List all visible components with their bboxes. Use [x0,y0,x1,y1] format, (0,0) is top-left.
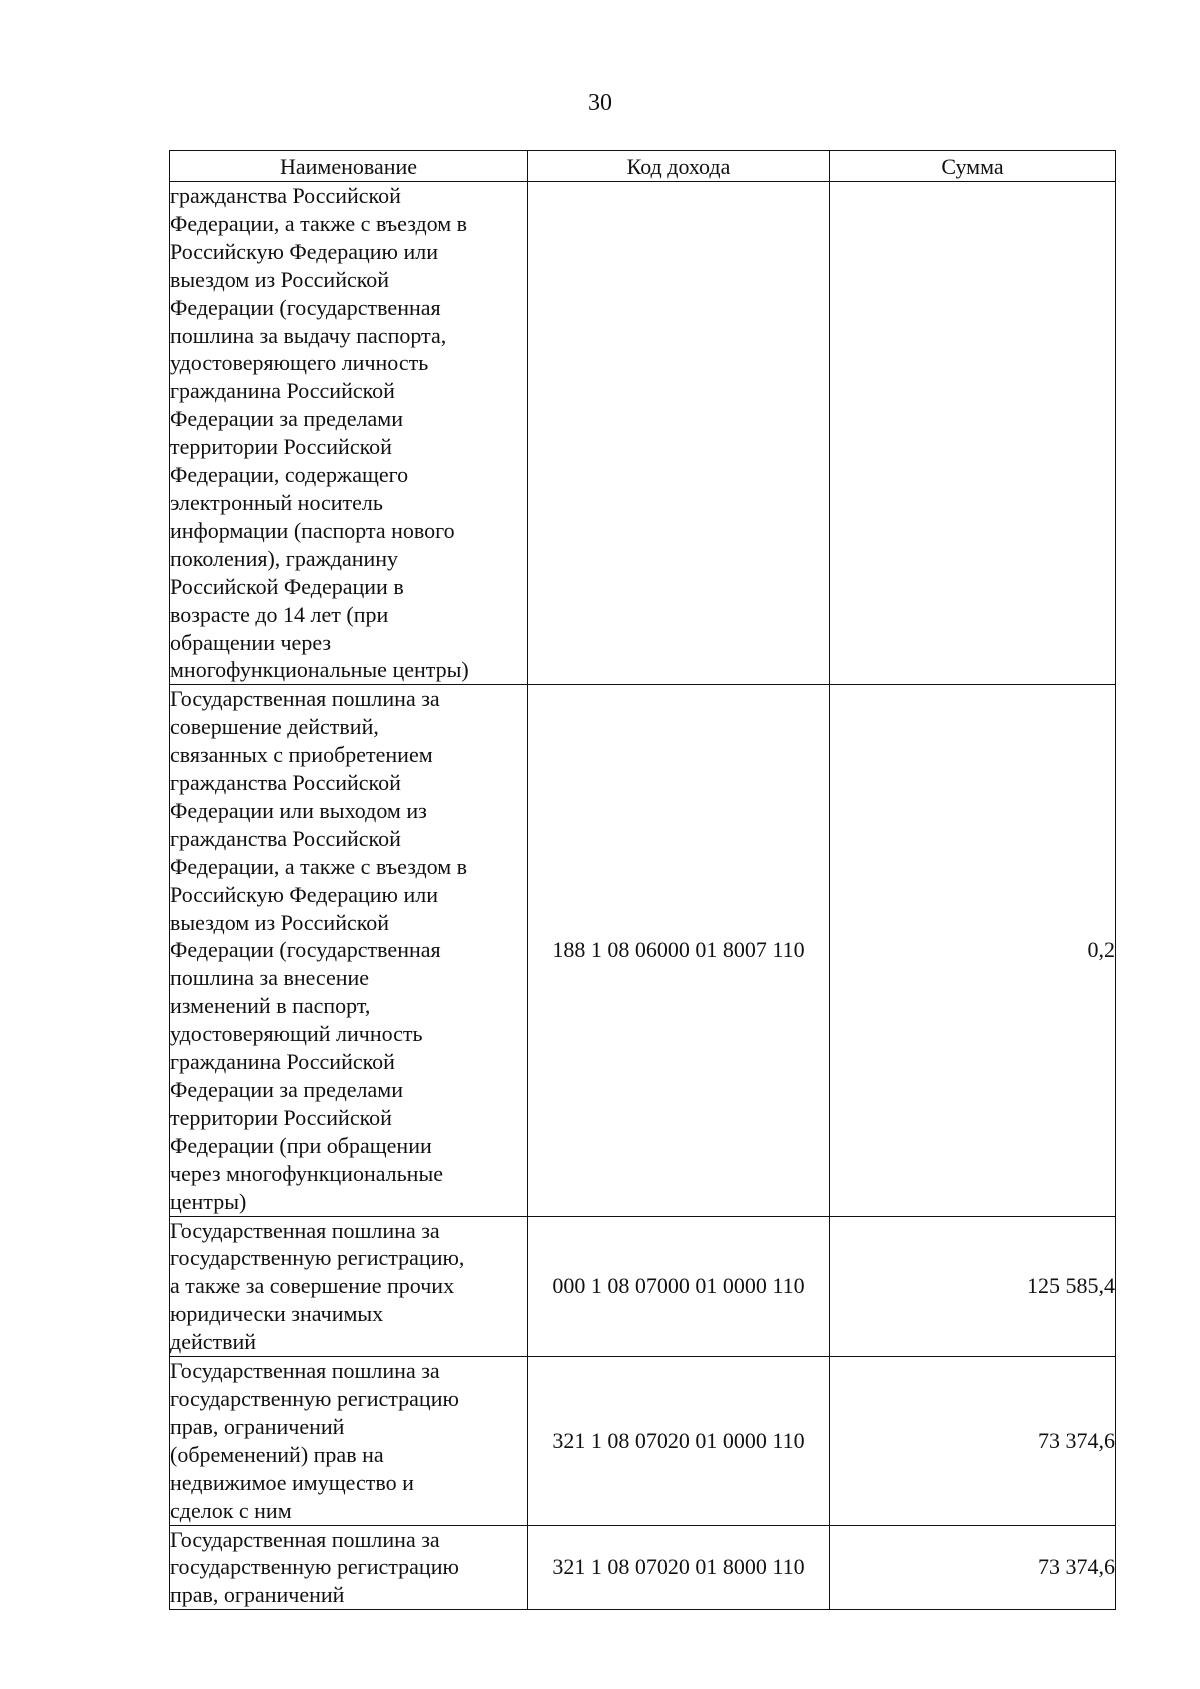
row-name-line: гражданства Российской [170,770,401,796]
row-name-line: Государственная пошлина за [170,1358,440,1384]
row-amount-cell [830,182,1116,685]
row-name-line: государственную регистрацию, [170,1245,465,1271]
row-name-line: недвижимое имущество и [170,1469,414,1495]
table-row [170,685,1116,1216]
row-name-line: связанных с приобретением [170,742,433,768]
row-name-line: удостоверяющий личность [170,1021,423,1047]
page-number: 30 [588,90,612,116]
row-name-line: юридически значимых [170,1301,384,1327]
row-name-line: Российскую Федерацию или [170,881,438,907]
row-name-line: совершение действий, [170,714,379,740]
row-name-line: информации (паспорта нового [170,517,455,543]
row-name-line: многофункциональные центры) [170,657,469,683]
row-name-line: а также за совершение прочих [170,1273,455,1299]
row-name-line: Государственная пошлина за [170,1526,440,1552]
row-name-line: Государственная пошлина за [170,1217,440,1243]
row-name-line: через многофункциональные [170,1160,444,1186]
row-name-line: Федерации, а также с въездом в [170,853,468,879]
row-name-line: Российскую Федерацию или [170,238,438,264]
row-name-line: гражданина Российской [170,378,395,404]
row-name-line: выездом из Российской [170,266,390,292]
row-code-cell: 188 1 08 06000 01 8007 110 [528,685,830,1216]
row-name-line: Федерации (при обращении [170,1132,432,1158]
row-name-cell [170,1216,528,1357]
table-row [170,1216,1116,1357]
row-name-cell [170,182,528,685]
row-amount-cell: 0,2 [830,685,1116,1216]
row-name-line: поколения), гражданину [170,545,399,571]
row-name-line: Федерации, а также с въездом в [170,210,468,236]
table-row [170,1525,1116,1610]
row-name-line: пошлина за выдачу паспорта, [170,322,447,348]
row-name-line: Федерации за пределами [170,406,403,432]
row-name-line: (обременений) прав на [170,1441,384,1467]
row-name-line: территории Российской [170,1104,392,1130]
row-code-cell: 000 1 08 07000 01 0000 110 [528,1216,830,1357]
revenue-table [169,150,1116,1610]
header-amount: Сумма [830,151,1116,182]
row-name-line: прав, ограничений [170,1582,345,1608]
row-amount-cell: 125 585,4 [830,1216,1116,1357]
header-name: Наименование [170,151,528,182]
row-name-line: Российской Федерации в [170,573,404,599]
header-code: Код дохода [528,151,830,182]
row-name-line: изменений в паспорт, [170,993,371,1019]
row-name-line: обращении через [170,629,332,655]
row-name-line: Федерации (государственная [170,937,441,963]
row-name-line: Федерации (государственная [170,294,441,320]
row-name-line: гражданина Российской [170,1049,395,1075]
table-row [170,182,1116,685]
row-name-line: государственную регистрацию [170,1554,459,1580]
row-name-line: сделок с ним [170,1497,292,1523]
row-amount-cell: 73 374,6 [830,1357,1116,1525]
row-name-line: Федерации за пределами [170,1077,403,1102]
row-name-line: электронный носитель [170,489,383,515]
row-name-line: Федерации или выходом из [170,797,427,823]
row-name-line: прав, ограничений [170,1413,345,1439]
table-row [170,1357,1116,1525]
row-name-cell [170,1357,528,1525]
row-name-line: Федерации, содержащего [170,462,409,488]
row-name-line: выездом из Российской [170,909,390,935]
row-amount-cell: 73 374,6 [830,1525,1116,1610]
row-name-line: пошлина за внесение [170,965,370,991]
row-name-line: гражданства Российской [170,183,401,208]
row-name-line: центры) [170,1188,247,1214]
row-name-line: государственную регистрацию [170,1385,459,1411]
row-code-cell: 321 1 08 07020 01 0000 110 [528,1357,830,1525]
row-name-line: действий [170,1329,257,1355]
row-name-line: гражданства Российской [170,825,401,851]
row-name-line: удостоверяющего личность [170,350,429,376]
row-name-cell [170,1525,528,1610]
row-name-line: территории Российской [170,434,392,460]
row-name-line: возрасте до 14 лет (при [170,601,389,627]
row-code-cell: 321 1 08 07020 01 8000 110 [528,1525,830,1610]
row-name-line: Государственная пошлина за [170,686,440,712]
row-code-cell [528,182,830,685]
row-name-cell [170,685,528,1216]
table-header-row [170,151,1116,182]
